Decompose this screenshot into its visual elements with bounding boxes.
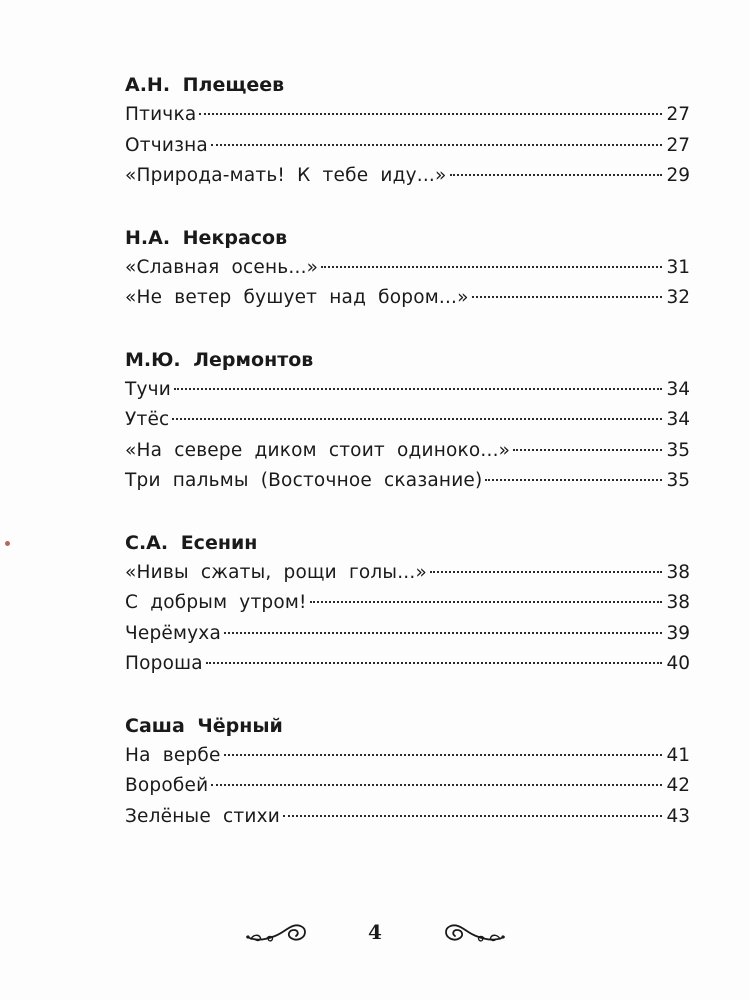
- toc-entry[interactable]: [125, 131, 690, 162]
- entry-title: На вербе: [125, 744, 221, 766]
- entry-page-number: 39: [666, 622, 690, 644]
- toc-entry[interactable]: [125, 466, 690, 497]
- entry-page-number: 40: [666, 653, 690, 674]
- dot-leader: [211, 144, 662, 146]
- entry-page-number: 34: [666, 378, 690, 400]
- dot-leader: [430, 571, 662, 573]
- entry-page-number: 32: [666, 287, 690, 308]
- toc-entry[interactable]: [125, 649, 690, 680]
- toc-section: [125, 223, 690, 314]
- entry-title: Утёс: [125, 409, 170, 430]
- toc-entry[interactable]: [125, 283, 690, 314]
- entry-title: С добрым утром!: [125, 592, 307, 613]
- toc-section: [125, 70, 690, 192]
- entry-page-number: 38: [666, 592, 690, 613]
- entry-page-number: 27: [666, 134, 690, 156]
- toc-entry[interactable]: [125, 405, 690, 436]
- page-number: 4: [368, 920, 382, 944]
- toc-section: [125, 711, 690, 833]
- author-heading: С.А. Есенин: [125, 531, 258, 554]
- toc-entry[interactable]: [125, 558, 690, 589]
- author-heading: М.Ю. Лермонтов: [125, 348, 314, 371]
- entry-title: Птичка: [125, 104, 197, 125]
- toc-entry[interactable]: [125, 802, 690, 833]
- entry-title: Тучи: [125, 378, 172, 400]
- entry-page-number: 41: [666, 744, 690, 766]
- toc-entry[interactable]: [125, 161, 690, 192]
- entry-title: Три пальмы (Восточное сказание): [125, 470, 483, 491]
- toc-section: [125, 345, 690, 497]
- entry-page-number: 34: [666, 409, 690, 430]
- table-of-contents: [125, 70, 690, 863]
- dot-leader: [199, 113, 662, 115]
- toc-entry[interactable]: [125, 619, 690, 650]
- dot-leader: [472, 296, 662, 298]
- dot-leader: [283, 815, 662, 817]
- entry-title: Отчизна: [125, 134, 208, 156]
- entry-page-number: 38: [666, 561, 690, 583]
- entry-page-number: 35: [666, 439, 690, 461]
- entry-page-number: 35: [666, 470, 690, 491]
- entry-title: «Не ветер бушует над бором...»: [125, 287, 469, 308]
- dot-leader: [321, 266, 662, 268]
- dot-leader: [450, 174, 663, 176]
- toc-entry[interactable]: [125, 253, 690, 284]
- entry-title: «Славная осень...»: [125, 256, 319, 278]
- author-heading: А.Н. Плещеев: [125, 74, 285, 96]
- entry-title: Пороша: [125, 653, 203, 674]
- dot-leader: [211, 784, 662, 786]
- entry-page-number: 31: [666, 256, 690, 278]
- author-heading: Н.А. Некрасов: [125, 226, 288, 249]
- flourish-right-icon: [440, 918, 506, 950]
- entry-page-number: 42: [666, 775, 690, 796]
- toc-entry[interactable]: [125, 588, 690, 619]
- entry-page-number: 27: [666, 104, 690, 125]
- dot-leader: [513, 449, 662, 451]
- entry-page-number: 29: [666, 165, 690, 186]
- entry-title: Черёмуха: [125, 622, 221, 644]
- entry-title: «Природа-мать! К тебе иду...»: [125, 165, 447, 186]
- toc-entry[interactable]: [125, 771, 690, 802]
- entry-page-number: 43: [666, 805, 690, 827]
- toc-entry[interactable]: [125, 436, 690, 467]
- dot-leader: [174, 388, 662, 390]
- author-heading: Саша Чёрный: [125, 714, 283, 737]
- dot-leader: [310, 601, 662, 603]
- paper-speck: [5, 541, 10, 546]
- dot-leader: [224, 754, 662, 756]
- entry-title: Зелёные стихи: [125, 805, 280, 827]
- entry-title: «Нивы сжаты, рощи голы...»: [125, 561, 427, 583]
- page-footer: [0, 910, 750, 954]
- dot-leader: [485, 479, 662, 481]
- toc-entry[interactable]: [125, 100, 690, 131]
- entry-title: «На севере диком стоит одиноко...»: [125, 439, 511, 461]
- dot-leader: [172, 418, 662, 420]
- dot-leader: [206, 662, 662, 664]
- toc-entry[interactable]: [125, 375, 690, 406]
- entry-title: Воробей: [125, 775, 209, 796]
- toc-entry[interactable]: [125, 741, 690, 772]
- toc-section: [125, 528, 690, 680]
- dot-leader: [224, 632, 662, 634]
